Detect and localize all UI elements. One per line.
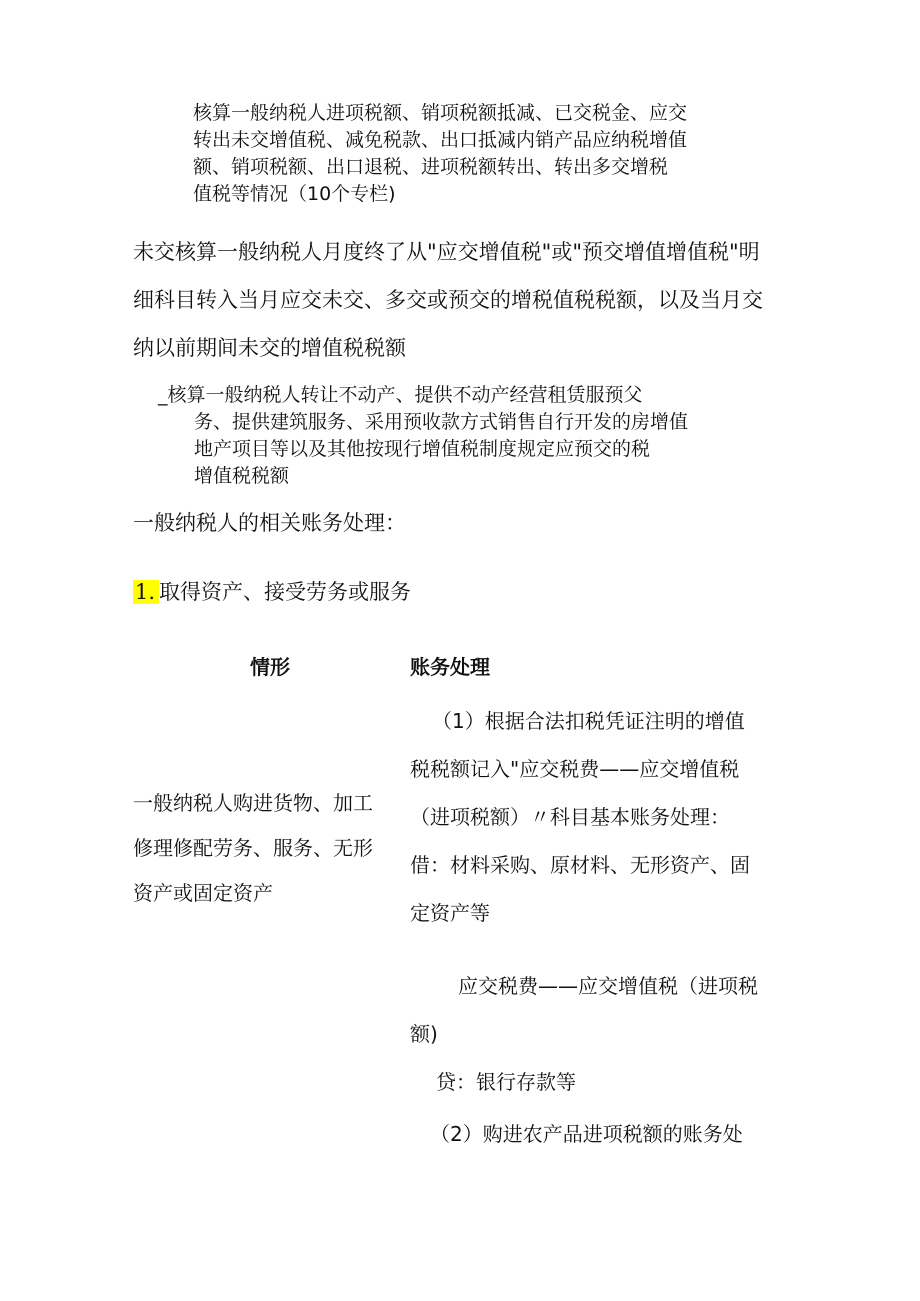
section-number: 1. (133, 580, 159, 604)
journal-entry-line: 应交税费——应交增值税（进项税 (458, 974, 758, 998)
text-line: 地产项目等以及其他按现行增值税制度规定应预交的税 (194, 438, 651, 460)
subsection-heading: （2）购进农产品进项税额的账务处 (430, 1122, 743, 1146)
intro-paragraph: 一般纳税人的相关账务处理： (133, 511, 406, 535)
table-header-treatment: 账务处理 (410, 655, 490, 679)
table-header-situation: 情形 (250, 655, 290, 679)
text-line: 值税等情况（10个专栏) (193, 183, 396, 205)
account-desc-block-2 (133, 228, 763, 372)
table-cell-treatment (410, 697, 750, 937)
section-title: 取得资产、接受劳务或服务 (159, 580, 412, 604)
journal-entry-line: 贷：银行存款等 (436, 1070, 576, 1094)
table-cell-situation (133, 781, 373, 916)
text-line: 转出未交增值税、减免税款、出口抵减内销产品应纳税增值 (193, 129, 688, 151)
text-line: 借：材料采购、原材料、无形资产、固 (410, 853, 750, 877)
section-heading (133, 574, 411, 610)
text-line: 税税额记入"应交税费——应交增值税 (410, 757, 740, 781)
text-line: 增值税税额 (194, 465, 290, 487)
text-line: 纳以前期间未交的增值税税额 (133, 336, 406, 360)
text-line: 定资产等 (410, 901, 490, 925)
text-line: 一般纳税人购进货物、加工 (133, 791, 373, 815)
text-line: 未交核算一般纳税人月度终了从"应交增值税"或"预交增值增值税"明 (133, 240, 760, 264)
text-line: 细科目转入当月应交未交、多交或预交的增税值税税额，以及当月交 (133, 288, 763, 312)
text-line: （进项税额）〃科目基本账务处理： (410, 805, 730, 829)
text-line: 核算一般纳税人进项税额、销项税额抵减、已交税金、应交 (193, 102, 688, 124)
journal-entry-line: 额) (410, 1022, 438, 1046)
text-line: 额、销项税额、出口退税、进项税额转出、转出多交增税 (193, 156, 669, 178)
text-line: _核算一般纳税人转让不动产、提供不动产经营租赁服预父 (158, 384, 643, 406)
account-desc-block-1 (193, 100, 687, 208)
text-line: 修理修配劳务、服务、无形 (133, 836, 373, 860)
text-line: （1）根据合法扣税凭证注明的增值 (432, 709, 745, 733)
account-desc-block-3 (158, 382, 688, 490)
text-line: 资产或固定资产 (133, 881, 273, 905)
text-line: 务、提供建筑服务、采用预收款方式销售自行开发的房增值 (194, 411, 689, 433)
